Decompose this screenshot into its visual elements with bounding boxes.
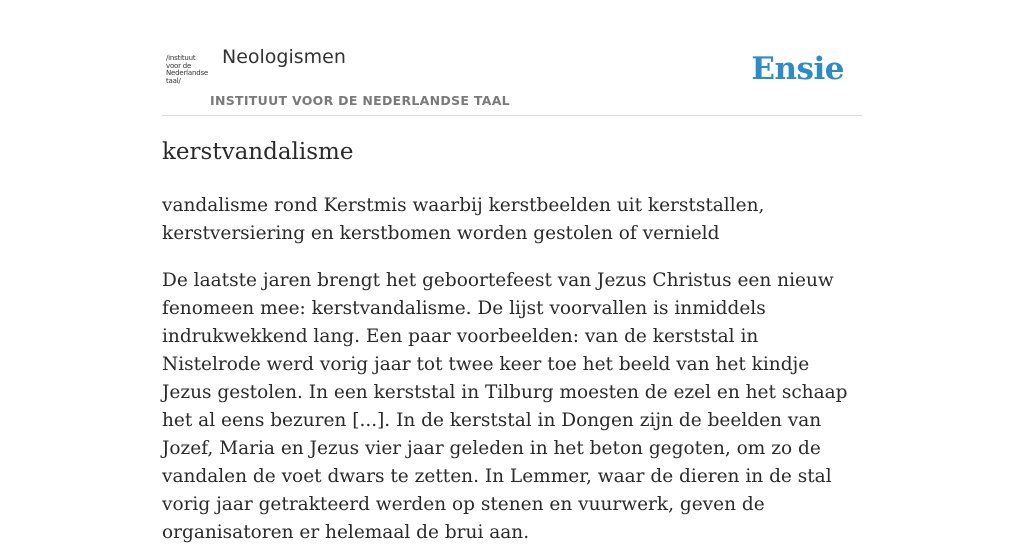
publisher-name: INSTITUUT VOOR DE NEDERLANDSE TAAL [210, 93, 510, 108]
page-container [162, 0, 862, 543]
entry-example: De laatste jaren brengt het geboortefeest van Jezus Christus een nieuw fenomeen mee: kerstvandalisme. De lijst voorvallen is inmiddels indrukwekkend lang. Een paar voorbeelden: van de kerststal in Nistelrode werd vorig jaar tot twee keer toe het beeld van het kindje Jezus gestolen. In een kerststal in Tilburg moesten de ezel en het schaap het al eens bezuren [...]. In de kerststal in Dongen zijn de beelden van Jozef, Maria en Jezus vier jaar geleden in het beton gegoten, om zo de vandalen de voet dwars te zetten. In Lemmer, waar de dieren in de stal vorig jaar getrakteerd werden op stenen en vuurwerk, geven de organisatoren er helemaal de brui aan. [162, 270, 848, 543]
entry-definition: vandalisme rond Kerstmis waarbij kerstbeelden uit kerststallen, kerstversiering en kerstbomen worden gestolen of vernield [162, 195, 765, 244]
entry-term: kerstvandalisme [162, 139, 354, 165]
logo-line: Nederlandse [166, 69, 209, 77]
ivdnt-logo[interactable] [166, 55, 208, 85]
logo-line: voor de [166, 61, 192, 70]
logo-line: /instituut [166, 54, 196, 62]
ensie-logo[interactable]: Ensie [751, 51, 844, 87]
logo-line: taal/ [166, 76, 181, 85]
header [162, 0, 862, 116]
collection-title[interactable]: Neologismen [222, 46, 346, 68]
